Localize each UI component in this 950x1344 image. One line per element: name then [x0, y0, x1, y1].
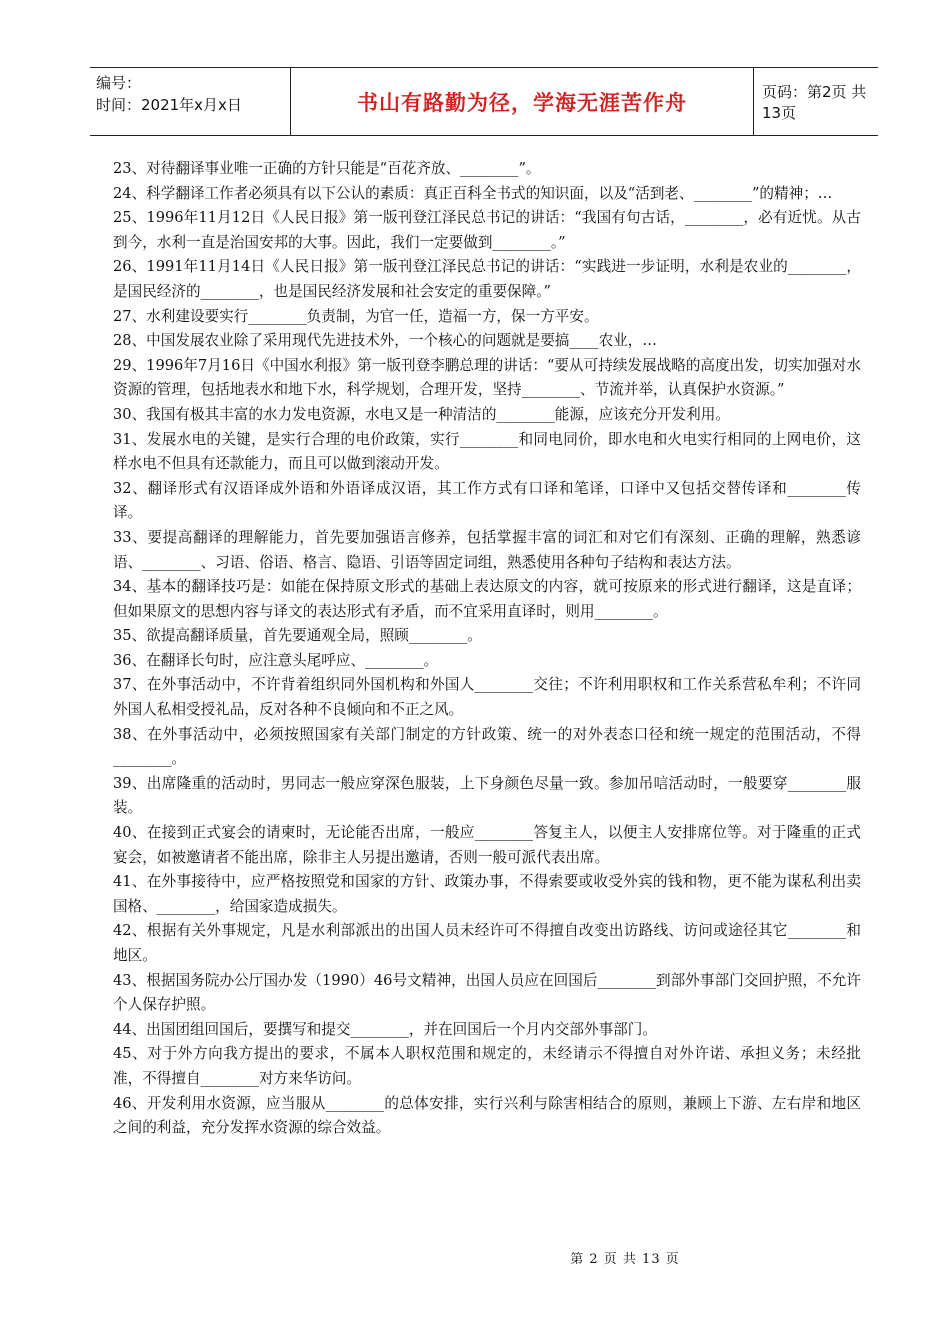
header-motto-cell [290, 68, 754, 135]
header-page-cell [754, 68, 878, 135]
page-label: 页码：第2页 共13页 [762, 82, 867, 122]
question-item: 44、出国团组回国后，要撰写和提交________，并在回国后一个月内交部外事部门。 [113, 1020, 657, 1038]
question-item: 34、基本的翻译技巧是：如能在保持原文形式的基础上表达原文的内容，就可按原来的形式进行翻译，这是直译；但如果原文的思想内容与译文的表达形式有矛盾，而不宜采用直译时，则用________。 [113, 578, 861, 620]
question-item: 29、1996年7月16日《中国水利报》第一版刊登李鹏总理的讲话：“要从可持续发展战略的高度出发，切实加强对水资源的管理，包括地表水和地下水，科学规划，合理开发，坚持________、节流并举，认真保护水资源。” [113, 356, 861, 399]
footer-page-number: 第 2 页 共 13 页 [570, 1252, 680, 1267]
serial-label: 编号： [96, 74, 142, 92]
question-list [113, 157, 861, 1141]
page-footer [0, 1248, 950, 1267]
page-header [90, 67, 878, 136]
question-item: 45、对于外方向我方提出的要求，不属本人职权范围和规定的，未经请示不得擅自对外许诺、承担义务；未经批准，不得擅自________对方来华访问。 [113, 1045, 861, 1087]
question-item: 41、在外事接待中，应严格按照党和国家的方针、政策办事，不得索要或收受外宾的钱和物，更不能为谋私利出卖国格、________，给国家造成损失。 [113, 873, 861, 915]
question-item: 39、出席隆重的活动时，男同志一般应穿深色服装，上下身颜色尽量一致。参加吊唁活动时，一般要穿________服装。 [113, 774, 861, 817]
question-item: 28、中国发展农业除了采用现代先进技术外，一个核心的问题就是要搞____农业，… [113, 332, 657, 350]
question-item: 32、翻译形式有汉语译成外语和外语译成汉语，其工作方式有口译和笔译，口译中又包括交替传译和________传译。 [113, 479, 861, 522]
question-item: 40、在接到正式宴会的请柬时，无论能否出席，一般应________答复主人，以便主人安排席位等。对于隆重的正式宴会，如被邀请者不能出席，除非主人另提出邀请，否则一般可派代表出席。 [113, 824, 861, 866]
question-item: 43、根据国务院办公厅国办发（1990）46号文精神，出国人员应在回国后________到部外事部门交回护照，不允许个人保存护照。 [113, 971, 861, 1014]
question-item: 25、1996年11月12日《人民日报》第一版刊登江泽民总书记的讲话：“我国有句古话，________，必有近忧。从古到今，水利一直是治国安邦的大事。因此，我们一定要做到________。” [113, 209, 861, 251]
question-item: 35、欲提高翻译质量，首先要通观全局，照顾________。 [113, 627, 482, 645]
question-item: 31、发展水电的关键，是实行合理的电价政策，实行________和同电同价，即水电和火电实行相同的上网电价，这样水电不但具有还款能力，而且可以做到滚动开发。 [113, 430, 861, 473]
motto: 书山有路勤为径，学海无涯苦作舟 [357, 90, 687, 115]
question-item: 23、对待翻译事业唯一正确的方针只能是“百花齐放、________”。 [113, 160, 541, 177]
time-label: 时间：2021年x月x日 [96, 96, 242, 114]
question-item: 33、要提高翻译的理解能力，首先要加强语言修养，包括掌握丰富的词汇和对它们有深刻、正确的理解，熟悉谚语、________、习语、俗语、格言、隐语、引语等固定词组，熟悉使用各种句子结构和表达方法。 [113, 528, 861, 571]
question-item: 24、科学翻译工作者必须具有以下公认的素质：真正百科全书式的知识面，以及“活到老、________”的精神；… [113, 184, 833, 202]
question-item: 37、在外事活动中，不许背着组织同外国机构和外国人________交往；不许利用职权和工作关系营私牟利；不许同外国人私相受授礼品，反对各种不良倾向和不正之风。 [113, 676, 861, 719]
question-item: 27、水利建设要实行________负责制，为官一任，造福一方，保一方平安。 [113, 307, 599, 325]
question-item: 26、1991年11月14日《人民日报》第一版刊登江泽民总书记的讲话：“实践进一步证明，水利是农业的________，是国民经济的________，也是国民经济发展和社会安定的重要保障。” [113, 258, 861, 300]
question-item: 36、在翻译长句时，应注意头尾呼应、________。 [113, 651, 439, 669]
question-item: 38、在外事活动中，必须按照国家有关部门制定的方针政策、统一的对外表态口径和统一规定的范围活动，不得________。 [113, 725, 861, 768]
question-item: 30、我国有极其丰富的水力发电资源，水电又是一种清洁的________能源，应该充分开发利用。 [113, 405, 730, 423]
header-meta [90, 68, 290, 135]
question-item: 42、根据有关外事规定，凡是水利部派出的出国人员未经许可不得擅自改变出访路线、访问或途径其它________和地区。 [113, 922, 861, 964]
question-item: 46、开发利用水资源，应当服从________的总体安排，实行兴利与除害相结合的原则，兼顾上下游、左右岸和地区之间的利益，充分发挥水资源的综合效益。 [113, 1094, 861, 1137]
